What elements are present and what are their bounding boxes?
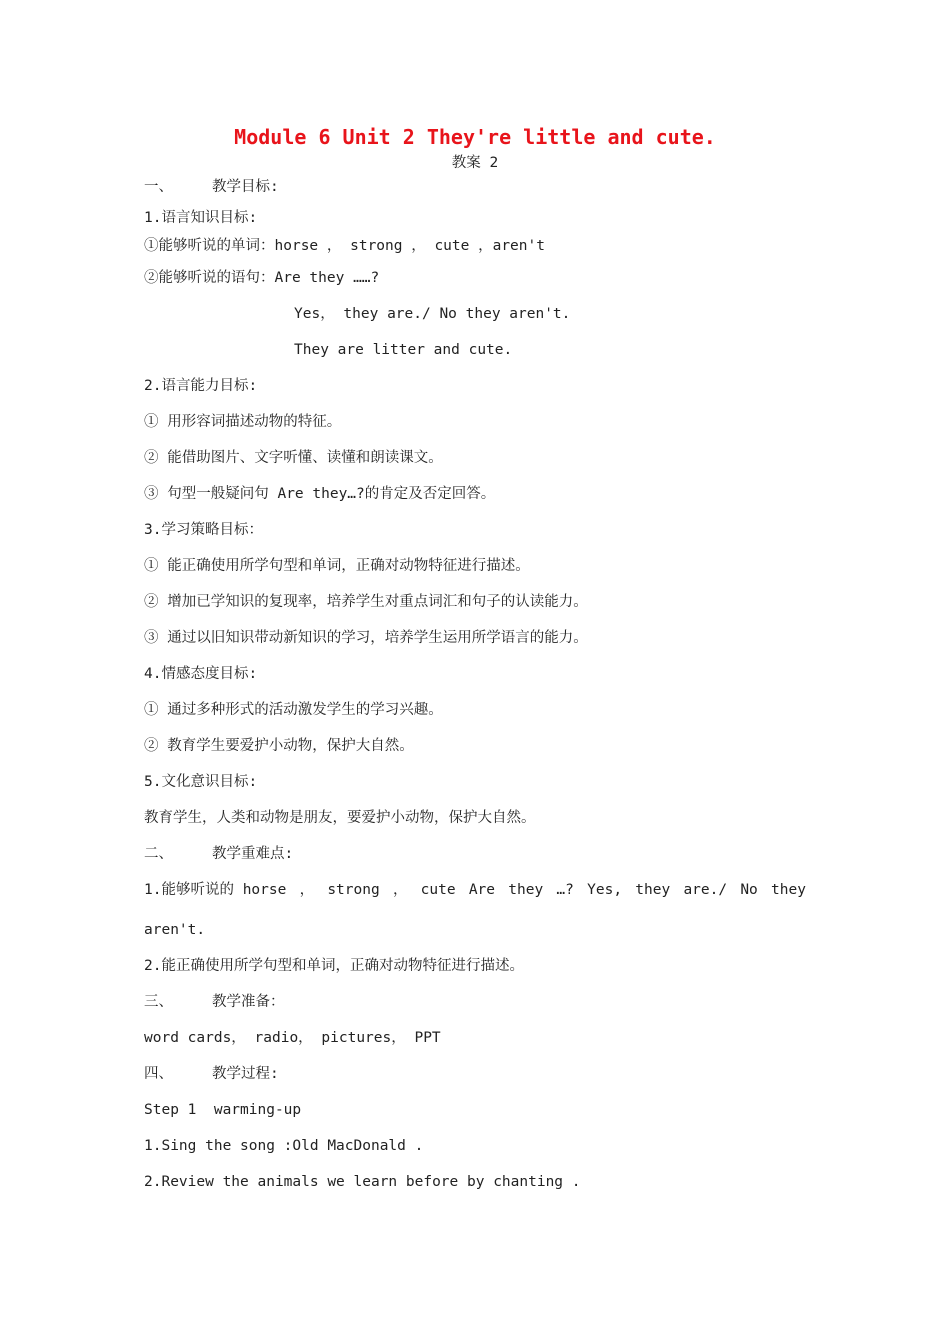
section-heading-objectives [144, 177, 279, 197]
list-item: Yes， they are./ No they aren't. [294, 306, 571, 322]
subheading-culture: 5.文化意识目标: [144, 774, 258, 790]
word: are./ [683, 882, 728, 898]
step-item: 1.Sing the song :Old MacDonald . [144, 1138, 424, 1154]
list-item: ② 能借助图片、文字听懂、读懂和朗读课文。 [144, 450, 443, 466]
word: …? [556, 882, 574, 898]
word: No [740, 882, 758, 898]
section-title: 教学重难点: [212, 846, 294, 862]
word: cute [420, 882, 456, 898]
section-heading-key-points [144, 844, 293, 864]
section-number: 四、 [144, 1066, 173, 1082]
step-heading: Step 1 warming-up [144, 1102, 302, 1118]
word: ， [392, 882, 408, 898]
section-number: 一、 [144, 179, 173, 195]
word: they [635, 882, 671, 898]
list-item: ③ 句型一般疑问句 Are they…?的肯定及否定回答。 [144, 486, 496, 502]
document-subtitle: 教案 2 [451, 155, 499, 171]
list-item: ③ 通过以旧知识带动新知识的学习，培养学生运用所学语言的能力。 [144, 630, 588, 646]
word: they [771, 882, 806, 898]
list-item: 教育学生，人类和动物是朋友，要爱护小动物，保护大自然。 [144, 810, 536, 826]
word: ， [299, 882, 315, 898]
key-point-line-2: 2.能正确使用所学句型和单词，正确对动物特征进行描述。 [144, 958, 524, 974]
list-item: ① 通过多种形式的活动激发学生的学习兴趣。 [144, 702, 443, 718]
list-item: ②能够听说的语句：Are they ……? [144, 270, 380, 286]
list-item: ① 能正确使用所学句型和单词，正确对动物特征进行描述。 [144, 558, 530, 574]
list-item: ② 教育学生要爱护小动物，保护大自然。 [144, 738, 414, 754]
list-item: ① 用形容词描述动物的特征。 [144, 414, 342, 430]
word: Are [468, 882, 496, 898]
document-title: Module 6 Unit 2 They're little and cute. [234, 125, 716, 149]
section-title: 教学准备： [212, 994, 285, 1010]
subheading-language-knowledge: 1.语言知识目标: [144, 210, 258, 226]
word: 1.能够听说的 horse [144, 882, 287, 898]
preparation-list: word cards， radio， pictures， PPT [144, 1030, 441, 1046]
section-title: 教学目标: [212, 179, 279, 195]
word: they [508, 882, 544, 898]
list-item: ② 增加已学知识的复现率，培养学生对重点词汇和句子的认读能力。 [144, 594, 588, 610]
key-point-line-1-continued: aren't. [144, 922, 206, 938]
key-point-line-1 [144, 880, 806, 900]
list-item: ①能够听说的单词：horse ， strong ， cute ，aren't [144, 238, 545, 254]
section-heading-preparation [144, 992, 285, 1012]
subheading-attitude: 4.情感态度目标: [144, 666, 258, 682]
section-number: 二、 [144, 846, 173, 862]
section-heading-process [144, 1064, 279, 1084]
subheading-learning-strategy: 3.学习策略目标： [144, 522, 263, 538]
section-number: 三、 [144, 994, 173, 1010]
subheading-language-ability: 2.语言能力目标: [144, 378, 258, 394]
word: strong [327, 882, 380, 898]
section-title: 教学过程: [212, 1066, 279, 1082]
list-item: They are litter and cute. [294, 342, 513, 358]
step-item: 2.Review the animals we learn before by chanting . [144, 1174, 581, 1190]
word: Yes, [587, 882, 623, 898]
